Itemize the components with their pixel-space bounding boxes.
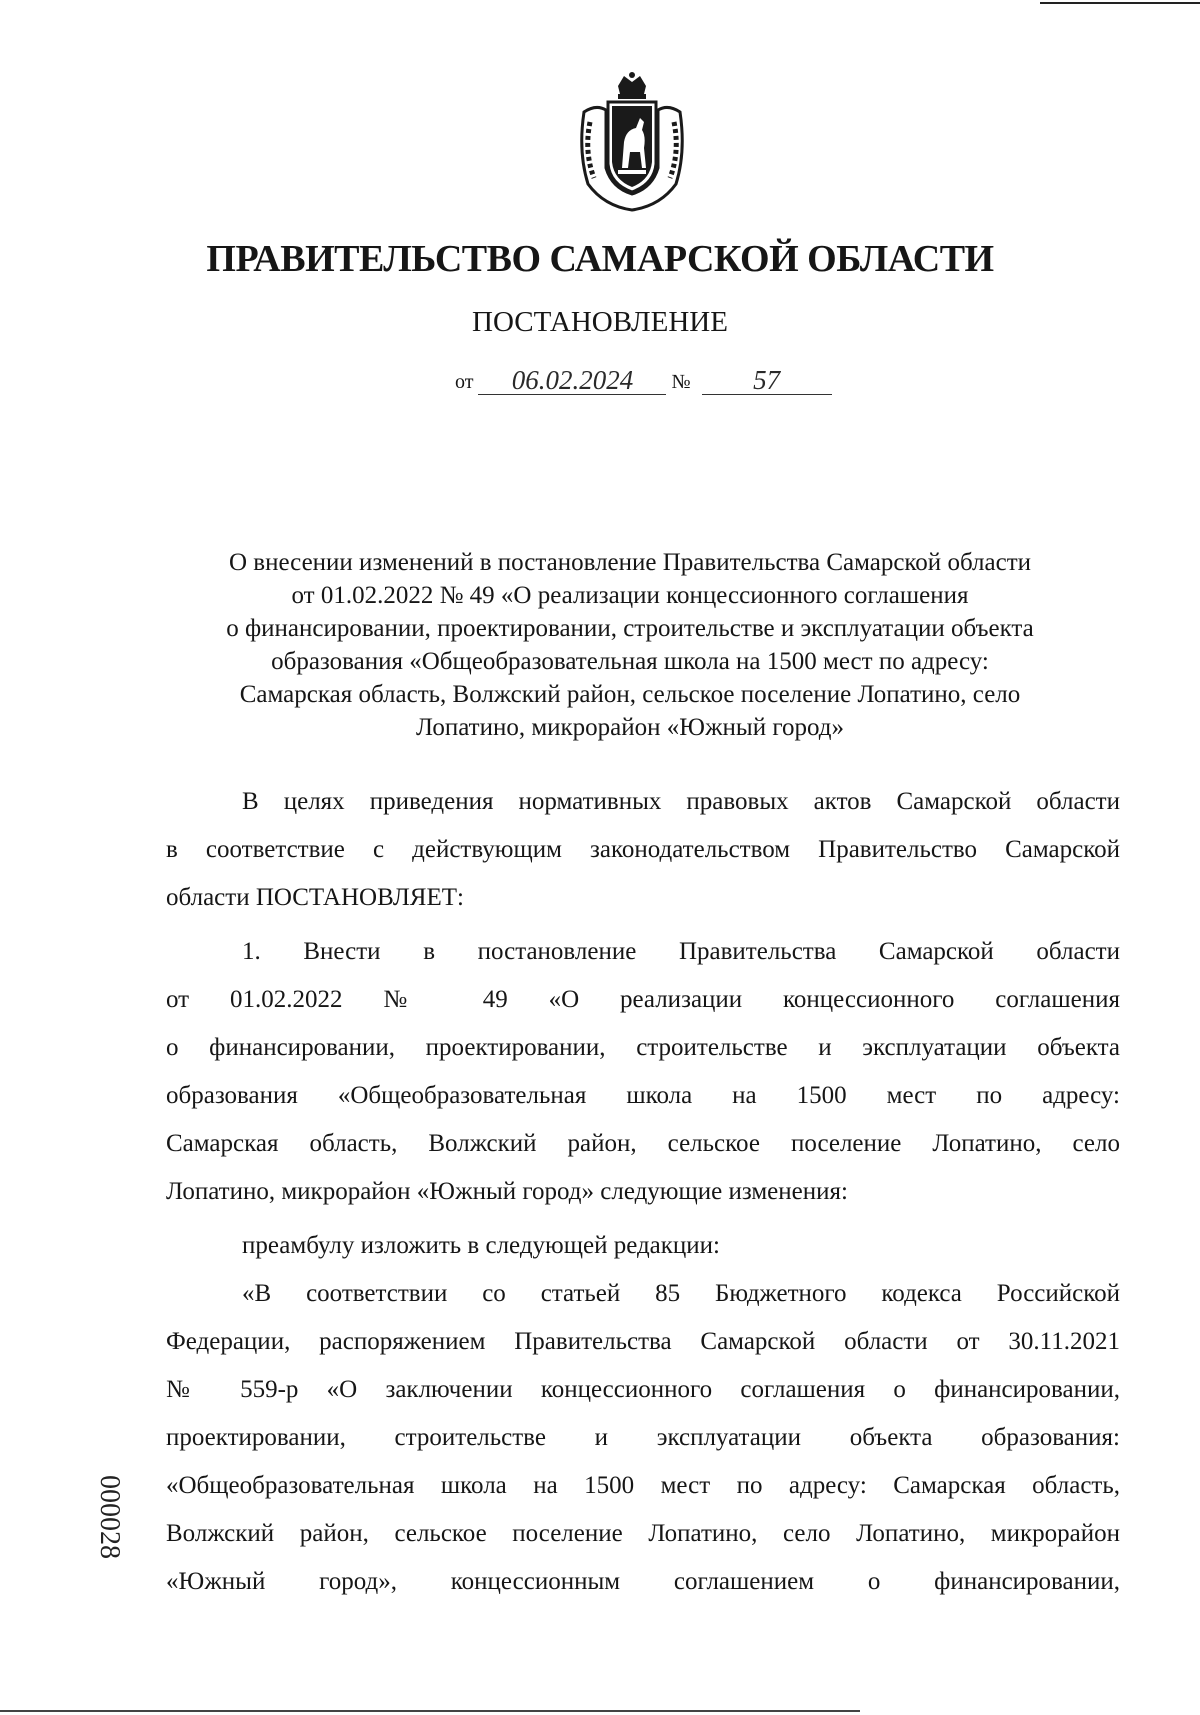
heading-line: от 01.02.2022 № 49 «О реализации концессионного соглашения — [291, 582, 969, 609]
item-1-paragraph — [166, 928, 1120, 1216]
scan-edge-bottom — [0, 1710, 860, 1712]
preamble-instruction-line: преамбулу изложить в следующей редакции: — [242, 1232, 721, 1259]
date-number-line — [455, 366, 832, 400]
item-1-line: от 01.02.2022 № 49 «О реализации концессионного соглашения — [166, 986, 1120, 1013]
heading-line: Лопатино, микрорайон «Южный город» — [415, 714, 844, 741]
document-heading — [160, 546, 1100, 744]
item-1-line: Лопатино, микрорайон «Южный город» следующие изменения: — [166, 1178, 848, 1205]
scan-edge-top — [1040, 2, 1200, 4]
intro-line: в соответствие с действующим законодательством Правительство Самарской — [166, 836, 1120, 863]
coat-of-arms-icon — [574, 72, 690, 214]
quote-line: Федерации, распоряжением Правительства Самарской области от 30.11.2021 — [166, 1328, 1120, 1355]
quote-line: «Общеобразовательная школа на 1500 мест по адресу: Самарская область, — [166, 1472, 1120, 1499]
quote-line: № 559-р «О заключении концессионного соглашения о финансировании, — [166, 1376, 1120, 1403]
document-type: ПОСТАНОВЛЕНИЕ — [472, 306, 728, 338]
quote-line: «Южный город», концессионным соглашением о финансировании, — [166, 1568, 1120, 1595]
date-prefix: от — [455, 371, 474, 393]
serial-number-text: 000028 — [94, 1475, 125, 1559]
heading-line: О внесении изменений в постановление Правительства Самарской области — [228, 549, 1032, 576]
heading-line: образования «Общеобразовательная школа на 1500 мест по адресу: — [271, 648, 989, 675]
item-1-line: о финансировании, проектировании, строительстве и эксплуатации объекта — [166, 1034, 1120, 1061]
document-number: 57 — [702, 366, 832, 395]
government-title: ПРАВИТЕЛЬСТВО САМАРСКОЙ ОБЛАСТИ — [206, 238, 994, 280]
heading-line: Самарская область, Волжский район, сельское поселение Лопатино, село — [239, 681, 1021, 708]
item-1-line: Самарская область, Волжский район, сельское поселение Лопатино, село — [166, 1130, 1120, 1157]
page-serial-number — [94, 1475, 165, 1635]
quote-line: Волжский район, сельское поселение Лопатино, село Лопатино, микрорайон — [166, 1520, 1120, 1547]
document-date: 06.02.2024 — [478, 366, 666, 395]
quote-line: «В соответствии со статьей 85 Бюджетного кодекса Российской — [242, 1280, 1120, 1307]
preamble-instruction — [166, 1222, 1120, 1270]
quote-line: проектировании, строительстве и эксплуатации объекта образования: — [166, 1424, 1120, 1451]
quoted-preamble — [166, 1270, 1120, 1606]
number-prefix: № — [671, 371, 691, 393]
intro-line: В целях приведения нормативных правовых актов Самарской области — [242, 788, 1120, 815]
item-1-line: 1. Внести в постановление Правительства Самарской области — [242, 938, 1120, 965]
intro-paragraph — [166, 778, 1120, 922]
item-1-line: образования «Общеобразовательная школа на 1500 мест по адресу: — [166, 1082, 1120, 1109]
heading-line: о финансировании, проектировании, строительстве и эксплуатации объекта — [226, 615, 1034, 642]
intro-line: области ПОСТАНОВЛЯЕТ: — [166, 884, 464, 911]
